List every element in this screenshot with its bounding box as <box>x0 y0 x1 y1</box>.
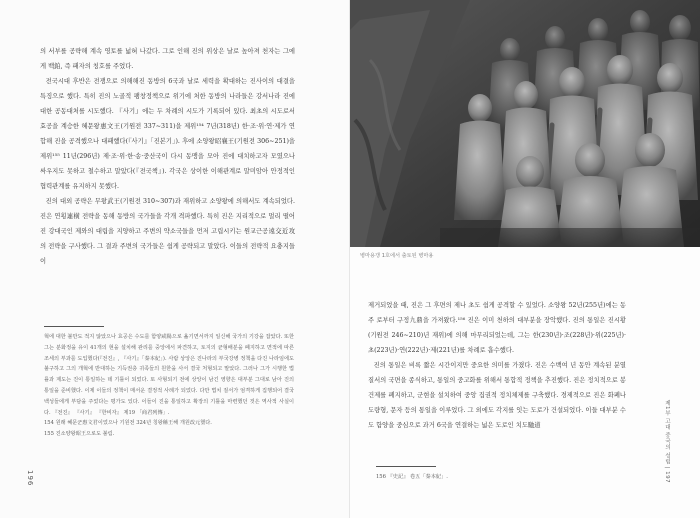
left-body-text <box>40 44 295 269</box>
footnote-rule <box>44 326 104 327</box>
paragraph: 전국시대 후반은 전쟁으로 의해해진 동방의 6국과 날로 세력을 확대하는 진사이의 대결을 특징으로 했다. 특히 진의 노골적 팽창정책으로 위기에 처한 동방의 나라들은 강서나라 진에 대한 공동대처를 시도했다. 『사기』에는 두 차례의 시도가 기록되어 있다. 최초의 시도로서 효공을 계승한 혜문왕惠文王(기원전 337~311)을 제위¹⁵⁴ 7년(318년) 한·조·위·연·제가 연합해 진을 공격했으나 대패했다(『사기』「진본기」). 후에 소양왕昭襄王(기원전 306~251)을 제위¹⁵⁵ 11년(296년) 제·조·위·한·송·중산국이 다시 동맹을 모아 진에 대치하고자 모였으나 싸우지도 못하고 철수하고 말았다(『전국책』). 각국은 상이한 이해관계로 말미암아 안정적인 협력관계를 유지하지 못했다. <box>40 78 295 190</box>
left-footnotes <box>44 332 294 440</box>
footnote-continued: 혁에 대한 불만도 적지 않았으나 효공은 수도를 함양咸陽으로 옮기면서까지 일신해 국가의 기강을 잡았다. 또한 그는 분화정을 유이 41개의 현을 설치해 관리를 중앙에서 파견하고, 토지의 균형배분을 폐지하고 면적에 따른 조세의 부과를 도입했다(『전진』, 『사기』「秦本紀」). 사람 상앙은 진나라의 부국강병 정책을 다진 나라임에도 불구하고 그의 개혁에 반대하는 기득권층 귀족들의 원한을 사서 결국 처형되고 말았다. 그러나 그가 시행한 법률과 제도는 진이 통일하는 데 기틀이 되었다. 또 사형되기 전에 상앙이 남긴 영향은 대부분 그대로 남아 진의 통일을 준비했다. 이제 이들의 정책이 매서운 결정적 사례가 되었다. 다만 법치 질서가 엄격하게 집행되어 결국 백성들에게 부담을 주었다는 평가도 있다. 이들이 진을 통일하고 확장의 기틀을 마련했던 것은 역사적 사실이다. 『전진』 『사기』 『한비자』 제19 「商君列傳」. <box>44 334 294 416</box>
paragraph: 진의 통일은 비록 짧은 시간이지만 중요한 의미를 가졌다. 진은 수백여 년 동안 계속된 분열 질서의 국면을 종식하고, 통일의 중고화를 위해서 통합적 정책을 추진했다. 진은 정치적으로 봉건제를 폐지하고, 군현을 설치하여 중앙 집권적 정치체제를 구축했다. 경제적으로 진은 화폐나 도량형, 문자 등의 통일을 이루었다. 그 외에도 각지를 잇는 도로가 건설되었다. 이들 대부분 수도 함양을 중심으로 과거 6국을 연결하는 넓은 도로인 치도馳道 <box>368 362 626 429</box>
footnote-text: 원래 혜문군惠文君이었으나 기원전 324년 칭왕稱王해 개원改元했다. <box>55 420 212 427</box>
paragraph: 제거되었을 때, 진은 그 후면의 제나 초도 쉽게 공격할 수 있었다. 소양왕 52년(255년)에는 동주 로부터 구정九鼎을 가져왔다.¹⁵⁶ 진은 이미 천하의 대부분을 장악했다. 진의 통일은 진시황(기원전 246~210)년 재위)에 의해 마무리되었는데, 그는 한(230년)·조(228년)·위(225년)·초(223년)·연(222년)·제(221년)를 차례로 흡수했다. <box>368 302 626 354</box>
footnote-rule <box>376 466 436 467</box>
photo-caption: 병마용갱 1호에서 출토된 병마용 <box>360 253 434 259</box>
right-page <box>350 0 700 518</box>
footnote-number: 155 <box>44 431 54 438</box>
footnote-text: 진소양왕昭王으로도 불림. <box>55 431 115 438</box>
running-footer-right: 제1부 고대 중국의 성립 | 197 <box>664 400 670 484</box>
footnote-154 <box>44 418 294 429</box>
paragraph: 진의 대외 공략은 무왕武王(기원전 310~307)과 재위하고 소양왕에 의해서도 계속되었다. 진은 연횡連橫 전략을 동해 동방의 국가들을 각개 격파했다. 특히 진은 지리적으로 멀리 떨어진 강대국인 제와의 대립을 지양하고 주변의 약소국들을 먼저 고립시키는 원교근공遠交近攻의 전략을 구사했다. 그 결과 주변의 국가들은 쉽게 공략되고 말았다. 이들의 전략적 요충지들이 <box>40 198 295 265</box>
footnote-155 <box>44 429 294 440</box>
terracotta-warriors-photo <box>350 0 700 247</box>
photo-illustration <box>350 0 700 247</box>
footnote-156 <box>376 472 616 483</box>
footnote-text: 『史記』 卷五「秦本紀」. <box>387 474 448 480</box>
footnote-number: 154 <box>44 420 54 427</box>
page-number-left: 196 <box>26 470 34 487</box>
right-body-text <box>368 298 626 433</box>
right-footnotes <box>376 472 616 483</box>
paragraph: 의 서부를 공략해 계속 영토를 넓혀 나갔다. 그로 인해 진의 위상은 날로 높아져 천자는 그에게 백鉑, 즉 패자의 칭호를 주었다. <box>40 48 295 70</box>
footnote-number: 156 <box>376 474 386 480</box>
